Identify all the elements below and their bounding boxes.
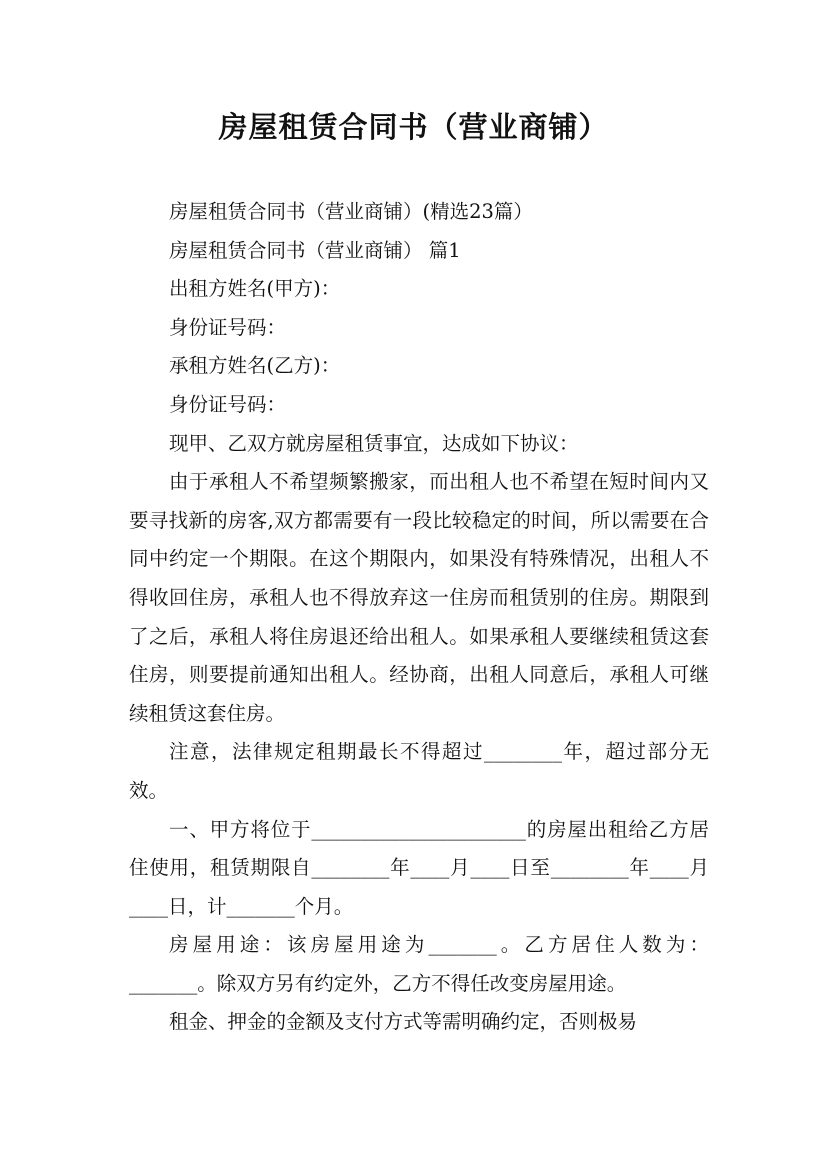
paragraph-rent-deposit: 租金、押金的金额及支付方式等需明确约定，否则极易	[169, 1010, 638, 1034]
paragraph-lessee-name: 承租方姓名(乙方)：	[169, 354, 341, 378]
paragraph-subtitle: 房屋租赁合同书（营业商铺）(精选23篇）	[169, 200, 533, 223]
paragraph-lessor-id: 身份证号码：	[169, 315, 287, 339]
paragraph-lessee-id: 身份证号码：	[169, 392, 287, 416]
document-title: 房屋租赁合同书（营业商铺）	[218, 110, 609, 144]
paragraph-section-heading: 房屋租赁合同书（营业商铺） 篇1	[169, 238, 461, 262]
paragraph-agreement-intro: 现甲、乙双方就房屋租赁事宜，达成如下协议：	[169, 431, 579, 455]
paragraph-lessor-name: 出租方姓名(甲方)：	[169, 277, 341, 301]
paragraph-term-explanation: 由于承租人不希望频繁搬家，而出租人也不希望在短时间内又要寻找新的房客,双方都需要有一段比较稳定的时间，所以需要在合同中约定一个期限。在这个期限内，如果没有特殊情况，出租人不得收回住房，承租人也不得放弃这一住房而租赁别的住房。期限到了之后，承租人将住房退还给出租人。如果承租人要继续租赁这套住房，则要提前通知出租人。经协商，出租人同意后，承租人可继续租赁这套住房。	[129, 470, 709, 725]
document-body	[129, 193, 709, 1042]
paragraph-house-usage: 房屋用途：该房屋用途为_______。乙方居住人数为：_______。除双方另有约定外，乙方不得任改变房屋用途。	[129, 933, 709, 995]
paragraph-term-limit-note: 注意，法律规定租期最长不得超过________年，超过部分无效。	[129, 740, 709, 802]
paragraph-clause-one: 一、甲方将位于______________________的房屋出租给乙方居住使用，租赁期限自________年____月____日至________年____月____日，计_______个月。	[129, 817, 709, 918]
